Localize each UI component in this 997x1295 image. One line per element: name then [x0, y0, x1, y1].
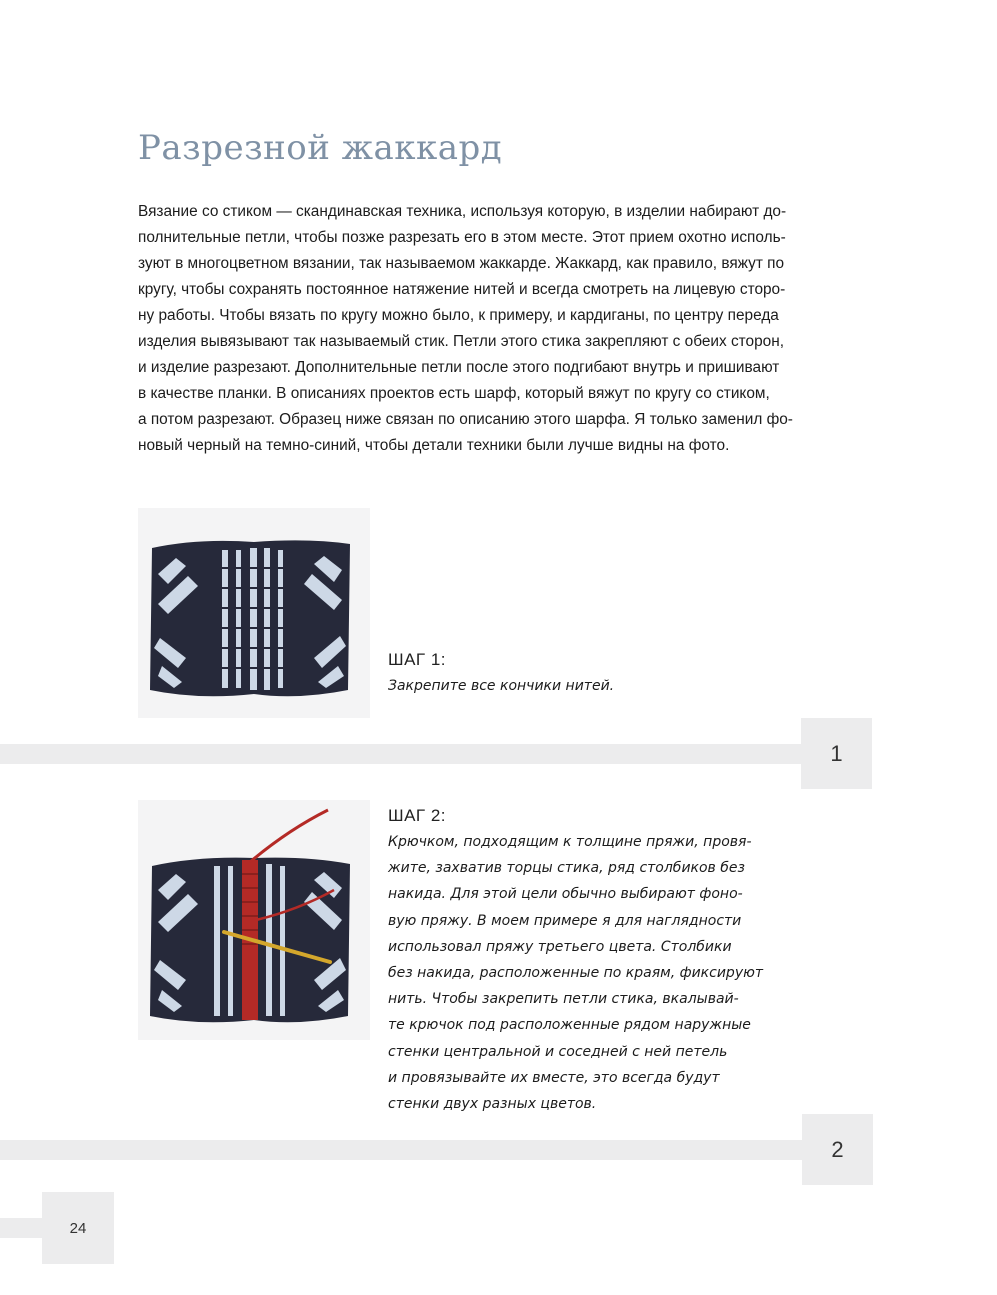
- swatch-photo-step1: [138, 508, 370, 718]
- step-text-line: те крючок под расположенные рядом наружные: [388, 1017, 751, 1034]
- intro-line: и изделие разрезают. Дополнительные петли после этого подгибают внутрь и пришивают: [138, 359, 780, 376]
- page-title: Разрезной жаккард: [138, 128, 503, 168]
- intro-line: ну работы. Чтобы вязать по кругу можно было, к примеру, и кардиганы, по центру переда: [138, 307, 779, 324]
- step-label: ШАГ 1:: [388, 650, 447, 669]
- divider-band: [0, 744, 804, 764]
- intro-line: новый черный на темно-синий, чтобы детали техники были лучше видны на фото.: [138, 437, 730, 454]
- step-text-line: нить. Чтобы закрепить петли стика, вкалывай-: [388, 991, 739, 1008]
- step-text-line: жите, захватив торцы стика, ряд столбиков без: [388, 860, 745, 877]
- step-description: [388, 673, 614, 699]
- step-text-line: вую пряжу. В моем примере я для наглядности: [388, 912, 742, 929]
- intro-line: изделия вывязывают так называемый стик. Петли этого стика закрепляют с обеих сторон,: [138, 333, 784, 350]
- divider-band: [0, 1140, 804, 1160]
- step-text-line: и провязывайте их вместе, это всегда будут: [388, 1069, 720, 1086]
- intro-line: а потом разрезают. Образец ниже связан по описанию этого шарфа. Я только заменил фо-: [138, 411, 793, 428]
- intro-line: Вязание со стиком — скандинавская техника, используя которую, в изделии набирают до-: [138, 203, 787, 220]
- page-number: 24: [42, 1192, 114, 1264]
- step-number: 2: [802, 1114, 873, 1185]
- intro-paragraph: [138, 199, 868, 459]
- step-text-line: Крючком, подходящим к толщине пряжи, провя-: [388, 834, 752, 850]
- step-text-line: стенки центральной и соседней с ней петель: [388, 1043, 728, 1060]
- swatch-photo-step2: [138, 800, 370, 1040]
- step-text-line: стенки двух разных цветов.: [388, 1096, 597, 1113]
- step-text-line: Закрепите все кончики нитей.: [388, 678, 615, 694]
- step-text-line: использовал пряжу третьего цвета. Столбики: [388, 938, 732, 955]
- intro-line: полнительные петли, чтобы позже разрезать его в этом месте. Этот прием охотно исполь-: [138, 229, 786, 246]
- step-description: [388, 829, 763, 1117]
- step-number: 1: [801, 718, 872, 789]
- intro-line: в качестве планки. В описаниях проектов есть шарф, который вяжут по кругу со стиком,: [138, 385, 770, 402]
- intro-line: кругу, чтобы сохранять постоянное натяжение нитей и всегда смотреть на лицевую сторо-: [138, 281, 786, 298]
- step-text-line: накида. Для этой цели обычно выбирают фоно-: [388, 886, 743, 903]
- intro-line: зуют в многоцветном вязании, так называемом жаккарде. Жаккард, как правило, вяжут по: [138, 255, 785, 272]
- step-label: ШАГ 2:: [388, 806, 447, 825]
- step-text-line: без накида, расположенные по краям, фиксируют: [388, 965, 764, 982]
